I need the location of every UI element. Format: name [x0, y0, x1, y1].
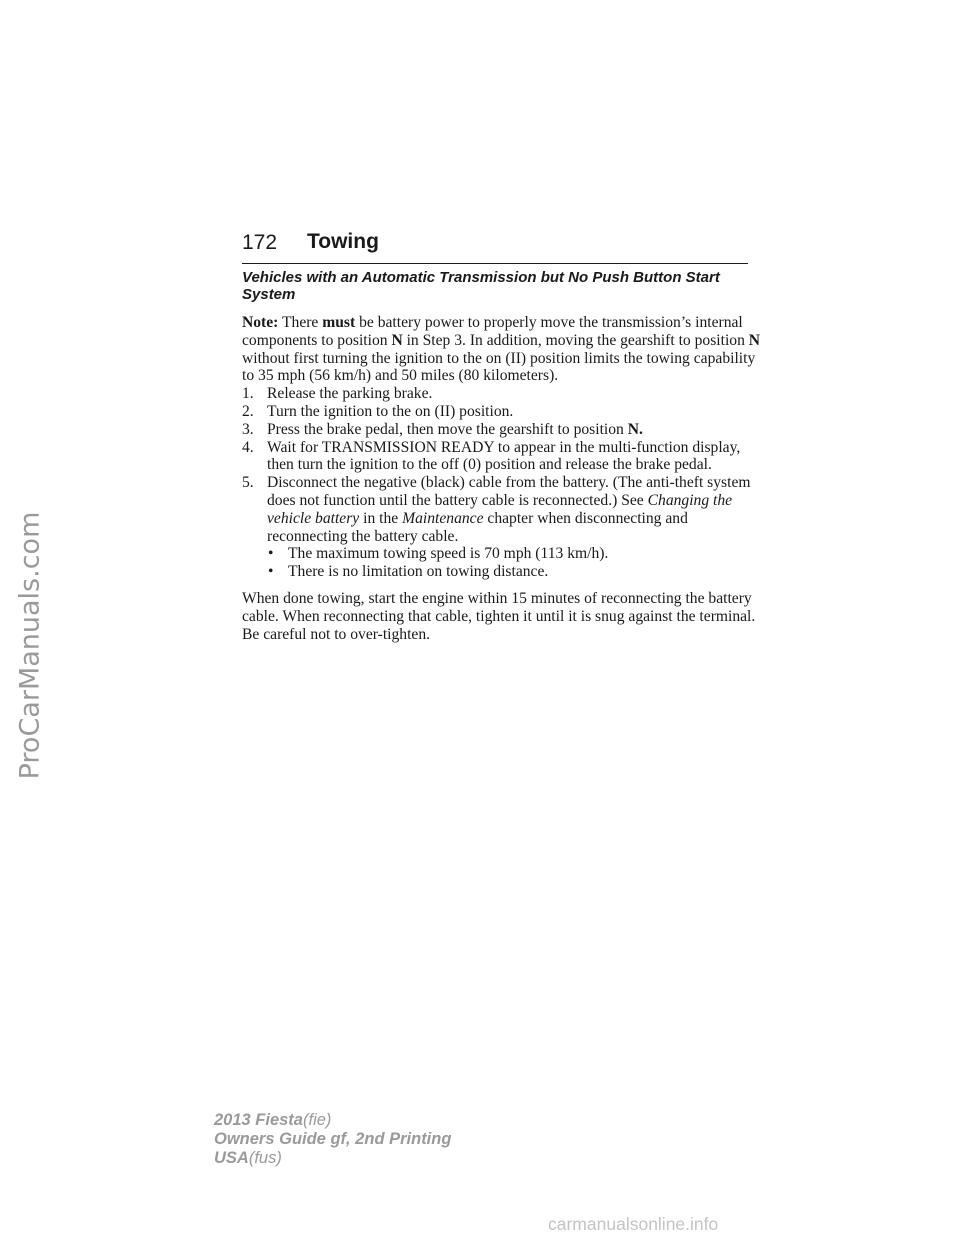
footer-model: 2013 Fiesta — [214, 1111, 303, 1129]
footer-line-3 — [214, 1149, 451, 1168]
note-text-2: be battery power to properly move the transmission’s internal components to position — [242, 314, 743, 349]
footer-line-1 — [214, 1111, 451, 1130]
footer-guide: Owners Guide gf, 2nd Printing — [214, 1130, 452, 1148]
step-3 — [242, 421, 762, 439]
step-text: Press the brake pedal, then move the gearshift to position — [267, 420, 628, 438]
page-number: 172 — [242, 231, 278, 254]
bullet-text: There is no limitation on towing distance. — [288, 563, 549, 581]
side-watermark-text: ProCarManuals.com — [14, 511, 46, 779]
cross-reference-maintenance: Maintenance — [402, 509, 484, 527]
bullet-item — [242, 563, 762, 581]
note-paragraph — [242, 314, 762, 385]
note-position-n-1: N — [391, 331, 403, 349]
step-number: 2. — [242, 402, 254, 420]
step-text: Release the parking brake. — [267, 385, 433, 403]
step-2 — [242, 403, 762, 421]
side-watermark — [10, 480, 50, 810]
step-number: 4. — [242, 438, 254, 456]
step-3-position: N. — [627, 420, 643, 438]
note-must: must — [322, 314, 356, 331]
note-label: Note: — [242, 314, 279, 331]
note-text-1: There — [278, 314, 323, 331]
bullet-item — [242, 545, 762, 563]
step-number: 1. — [242, 385, 254, 403]
footer-market-code: (fus) — [248, 1149, 282, 1167]
step-1 — [242, 385, 762, 403]
footer-market: USA — [214, 1149, 249, 1167]
section-subheading: Vehicles with an Automatic Transmission but No Push Button Start System — [242, 269, 720, 303]
step-text-2: in the — [359, 509, 403, 527]
step-number: 3. — [242, 420, 254, 438]
step-4 — [242, 439, 762, 475]
step-text: Turn the ignition to the on (II) position. — [267, 402, 514, 420]
page-content — [242, 270, 762, 643]
chapter-title: Towing — [307, 230, 379, 253]
bullet-icon: • — [268, 545, 274, 563]
note-position-n-2: N — [748, 331, 761, 349]
step-text: Wait for TRANSMISSION READY to appear in the multi-function display, then turn the ignition to the off (0) position and release the brake pedal. — [267, 438, 741, 474]
step-text-3: chapter when disconnecting and reconnecting the battery cable. — [267, 509, 688, 545]
bullet-text: The maximum towing speed is 70 mph (113 km/h). — [288, 545, 609, 563]
step-5 — [242, 474, 762, 545]
step-number: 5. — [242, 474, 254, 492]
step-text-1: Disconnect the negative (black) cable from the battery. (The anti-theft system does not function until the battery cable is reconnected.) See — [267, 474, 751, 509]
bullet-icon: • — [268, 563, 274, 581]
footer-line-2 — [214, 1130, 451, 1149]
page-header — [242, 231, 748, 264]
footer-model-code: (fie) — [302, 1111, 332, 1129]
closing-paragraph: When done towing, start the engine within 15 minutes of reconnecting the battery cable. When reconnecting that cable, tighten it until it is snug against the terminal. Be careful not to over-tighten. — [242, 589, 756, 643]
note-text-3: in Step 3. In addition, moving the gearshift to position — [402, 331, 749, 349]
note-text-4: without first turning the ignition to the on (II) position limits the towing capability to 35 mph (56 km/h) and 50 miles (80 kilometers). — [242, 349, 756, 385]
page-footer — [214, 1111, 451, 1168]
bottom-watermark: carmanualsonline.info — [548, 1214, 719, 1234]
cross-reference-battery: Changing the vehicle battery — [267, 491, 733, 527]
